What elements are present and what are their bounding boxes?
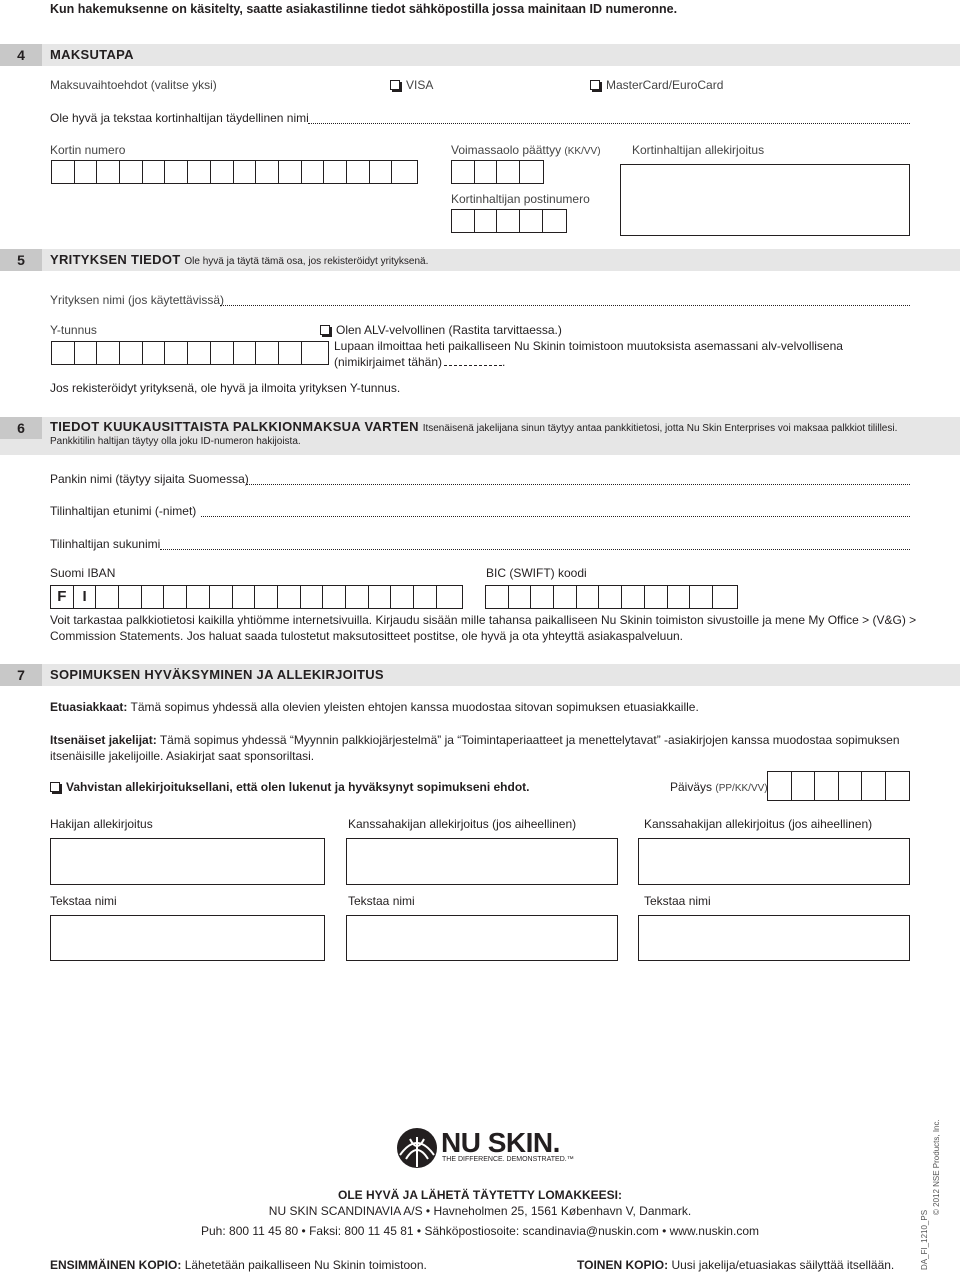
section-5-title-note: Ole hyvä ja täytä tämä osa, jos rekisteröidyt yrityksenä.: [184, 256, 429, 267]
first-copy-note: [50, 1258, 427, 1272]
bank-name-field[interactable]: [246, 484, 910, 485]
postcode-label: Kortinhaltijan postinumero: [451, 192, 590, 206]
initials-label: (nimikirjaimet tähän): [334, 355, 443, 369]
cardholder-name-field[interactable]: [308, 123, 910, 124]
first-copy-text: Lähetetään paikalliseen Nu Skinin toimistoon.: [184, 1258, 427, 1272]
side-copyright: © 2012 NSE Products, Inc.: [932, 1119, 941, 1215]
cardholder-signature-box[interactable]: [620, 164, 910, 236]
section-4-title: MAKSUTAPA: [50, 47, 134, 62]
co-applicant-signature-label-1: Kanssahakijan allekirjoitus (jos aiheellinen): [348, 817, 577, 831]
section-7-bar: [0, 664, 960, 686]
first-names-field[interactable]: [201, 516, 910, 517]
second-copy-text: Uusi jakelija/etuasiakas säilyttää itsellään.: [671, 1258, 895, 1272]
applicant-signature-label: Hakijan allekirjoitus: [50, 817, 153, 831]
section-6-title: [50, 418, 897, 436]
confirm-checkbox[interactable]: [50, 782, 60, 792]
iban-prefix-f: F: [51, 586, 74, 608]
company-note: Jos rekisteröidyt yrityksenä, ole hyvä ja ilmoita yrityksen Y-tunnus.: [50, 381, 401, 395]
section-5-number: 5: [0, 249, 42, 271]
side-code: DA_FI_1210_PS: [920, 1209, 929, 1270]
cardholder-signature-label: Kortinhaltijan allekirjoitus: [632, 143, 765, 157]
initials-row: (nimikirjaimet tähän) .: [334, 355, 506, 369]
iban-prefix-i: I: [74, 586, 97, 608]
date-label-text: Päiväys: [670, 780, 713, 794]
section-4-number: 4: [0, 44, 42, 66]
vat-option[interactable]: [320, 323, 562, 337]
co-applicant-print-box-1[interactable]: [346, 915, 618, 961]
customers-text: Tämä sopimus yhdessä alla olevien yleisten ehtojen kanssa muodostaa sitovan sopimuksen etuasiakkaille.: [130, 700, 699, 714]
customers-bold: Etuasiakkaat:: [50, 700, 128, 714]
co-applicant-signature-box-1[interactable]: [346, 838, 618, 885]
initials-field[interactable]: [444, 365, 502, 366]
card-number-field[interactable]: [51, 160, 418, 184]
date-label: [670, 780, 768, 794]
section-6-number: 6: [0, 417, 42, 439]
expiry-format: (KK/VV): [564, 146, 601, 157]
expiry-field[interactable]: [451, 160, 544, 184]
section-5-bar: [0, 249, 960, 271]
co-applicant-signature-label-2: Kanssahakijan allekirjoitus (jos aiheellinen): [644, 817, 873, 831]
visa-checkbox[interactable]: [390, 80, 400, 90]
send-title: OLE HYVÄ JA LÄHETÄ TÄYTETTY LOMAKKEESI:: [337, 1188, 622, 1202]
header-notice: Kun hakemuksenne on käsitelty, saatte asiakastilinne tiedot sähköpostilla jossa mainitaan ID numeronne.: [50, 2, 678, 16]
vat-promise: Lupaan ilmoittaa heti paikalliseen Nu Skinin toimistoon muutoksista asemassani alv-velvollisena: [334, 339, 843, 353]
date-field[interactable]: [767, 771, 910, 801]
expiry-label-text: Voimassaolo päättyy: [451, 143, 562, 157]
bic-label: BIC (SWIFT) koodi: [486, 566, 587, 580]
section-6-title-note-2: Pankkitilin haltijan täytyy olla joku ID-numeron hakijoista.: [50, 436, 301, 447]
confirm-label: Vahvistan allekirjoituksellani, että olen lukenut ja hyväksynyt sopimukseni ehdot.: [66, 780, 530, 794]
first-copy-bold: ENSIMMÄINEN KOPIO:: [50, 1258, 182, 1272]
confirm-option[interactable]: [50, 780, 529, 794]
applicant-print-box[interactable]: [50, 915, 325, 961]
applicant-signature-box[interactable]: [50, 838, 325, 885]
expiry-label: [451, 143, 601, 157]
last-name-field[interactable]: [160, 549, 910, 550]
co-applicant-print-label-1: Tekstaa nimi: [348, 894, 415, 908]
co-applicant-signature-box-2[interactable]: [638, 838, 910, 885]
section-6-bar: [0, 417, 960, 455]
footer-contacts: Puh: 800 11 45 80 • Faksi: 800 11 45 81 • Sähköpostiosoite: scandinavia@nuskin.com • www.nuskin.com: [201, 1224, 759, 1238]
bank-info-text-1: Voit tarkastaa palkkiotietosi kaikilla yhtiömme internetsivuilla. Kirjaudu sisään mille tahansa paikalliseen Nu Skinin toimiston sivustoille ja mene My Office > (V&G) >: [50, 613, 917, 627]
section-7-number: 7: [0, 664, 42, 686]
bic-field[interactable]: [485, 585, 738, 609]
vat-checkbox[interactable]: [320, 325, 330, 335]
bank-info-text-2: Commission Statements. Jos haluat saada tulostetut maksutositteet postitse, ole hyvä ja ota yhteyttä asiakaspalveluun.: [50, 629, 684, 643]
section-6-title-note-1: Itsenäisenä jakelijana sinun täytyy antaa pankkitietosi, jotta Nu Skin Enterprises voi maksaa palkkiot tilillesi.: [422, 423, 898, 434]
section-6-title-text: TIEDOT KUUKAUSITTAISTA PALKKIONMAKSUA VARTEN: [50, 419, 419, 434]
distributors-text-2: itsenäisille jakelijoille. Asiakirjat saat sponsoriltasi.: [50, 749, 315, 763]
bank-name-label: Pankin nimi (täytyy sijaita Suomessa): [50, 472, 249, 486]
iban-label: Suomi IBAN: [50, 566, 116, 580]
logo-text: NU SKIN.: [441, 1127, 560, 1158]
footer-address: NU SKIN SCANDINAVIA A/S • Havneholmen 25, 1561 København V, Danmark.: [268, 1204, 692, 1218]
company-name-field[interactable]: [220, 305, 910, 306]
vat-label: Olen ALV-velvollinen (Rastita tarvittaessa.): [336, 323, 562, 337]
mastercard-label: MasterCard/EuroCard: [606, 78, 724, 92]
iban-field[interactable]: [50, 585, 463, 609]
second-copy-bold: TOINEN KOPIO:: [577, 1258, 669, 1272]
postcode-field[interactable]: [451, 209, 567, 233]
payment-options-label: Maksuvaihtoehdot (valitse yksi): [50, 78, 217, 92]
second-copy-note: [577, 1258, 894, 1272]
card-number-label: Kortin numero: [50, 143, 126, 157]
nu-skin-logo-icon: [396, 1127, 438, 1169]
visa-option[interactable]: [390, 78, 433, 92]
section-7-title: SOPIMUKSEN HYVÄKSYMINEN JA ALLEKIRJOITUS: [50, 667, 384, 682]
business-id-label: Y-tunnus: [50, 323, 97, 337]
mastercard-option[interactable]: [590, 78, 723, 92]
section-5-title-text: YRITYKSEN TIEDOT: [50, 252, 181, 267]
mastercard-checkbox[interactable]: [590, 80, 600, 90]
first-names-label: Tilinhaltijan etunimi (-nimet): [50, 504, 197, 518]
nu-skin-logo: [396, 1127, 438, 1172]
date-format: (PP/KK/VV): [715, 783, 768, 794]
distributors-paragraph-1: [50, 733, 900, 747]
business-id-field[interactable]: [51, 341, 329, 365]
distributors-text-1: Tämä sopimus yhdessä “Myynnin palkkiojärjestelmä” ja “Toimintaperiaatteet ja menettelytavat” -asiakirjojen kanssa muodostaa sopimuksen: [159, 733, 900, 747]
company-name-label: Yrityksen nimi (jos käytettävissä): [50, 293, 225, 307]
applicant-print-label: Tekstaa nimi: [50, 894, 117, 908]
last-name-label: Tilinhaltijan sukunimi: [50, 537, 161, 551]
distributors-bold: Itsenäiset jakelijat:: [50, 733, 157, 747]
cardholder-name-label: Ole hyvä ja tekstaa kortinhaltijan täydellinen nimi: [50, 111, 309, 125]
co-applicant-print-box-2[interactable]: [638, 915, 910, 961]
logo-tagline: THE DIFFERENCE. DEMONSTRATED.™: [442, 1156, 574, 1163]
customers-paragraph: [50, 700, 699, 714]
section-4-bar: [0, 44, 960, 66]
visa-label: VISA: [406, 78, 434, 92]
section-5-title: [50, 249, 428, 271]
co-applicant-print-label-2: Tekstaa nimi: [644, 894, 711, 908]
